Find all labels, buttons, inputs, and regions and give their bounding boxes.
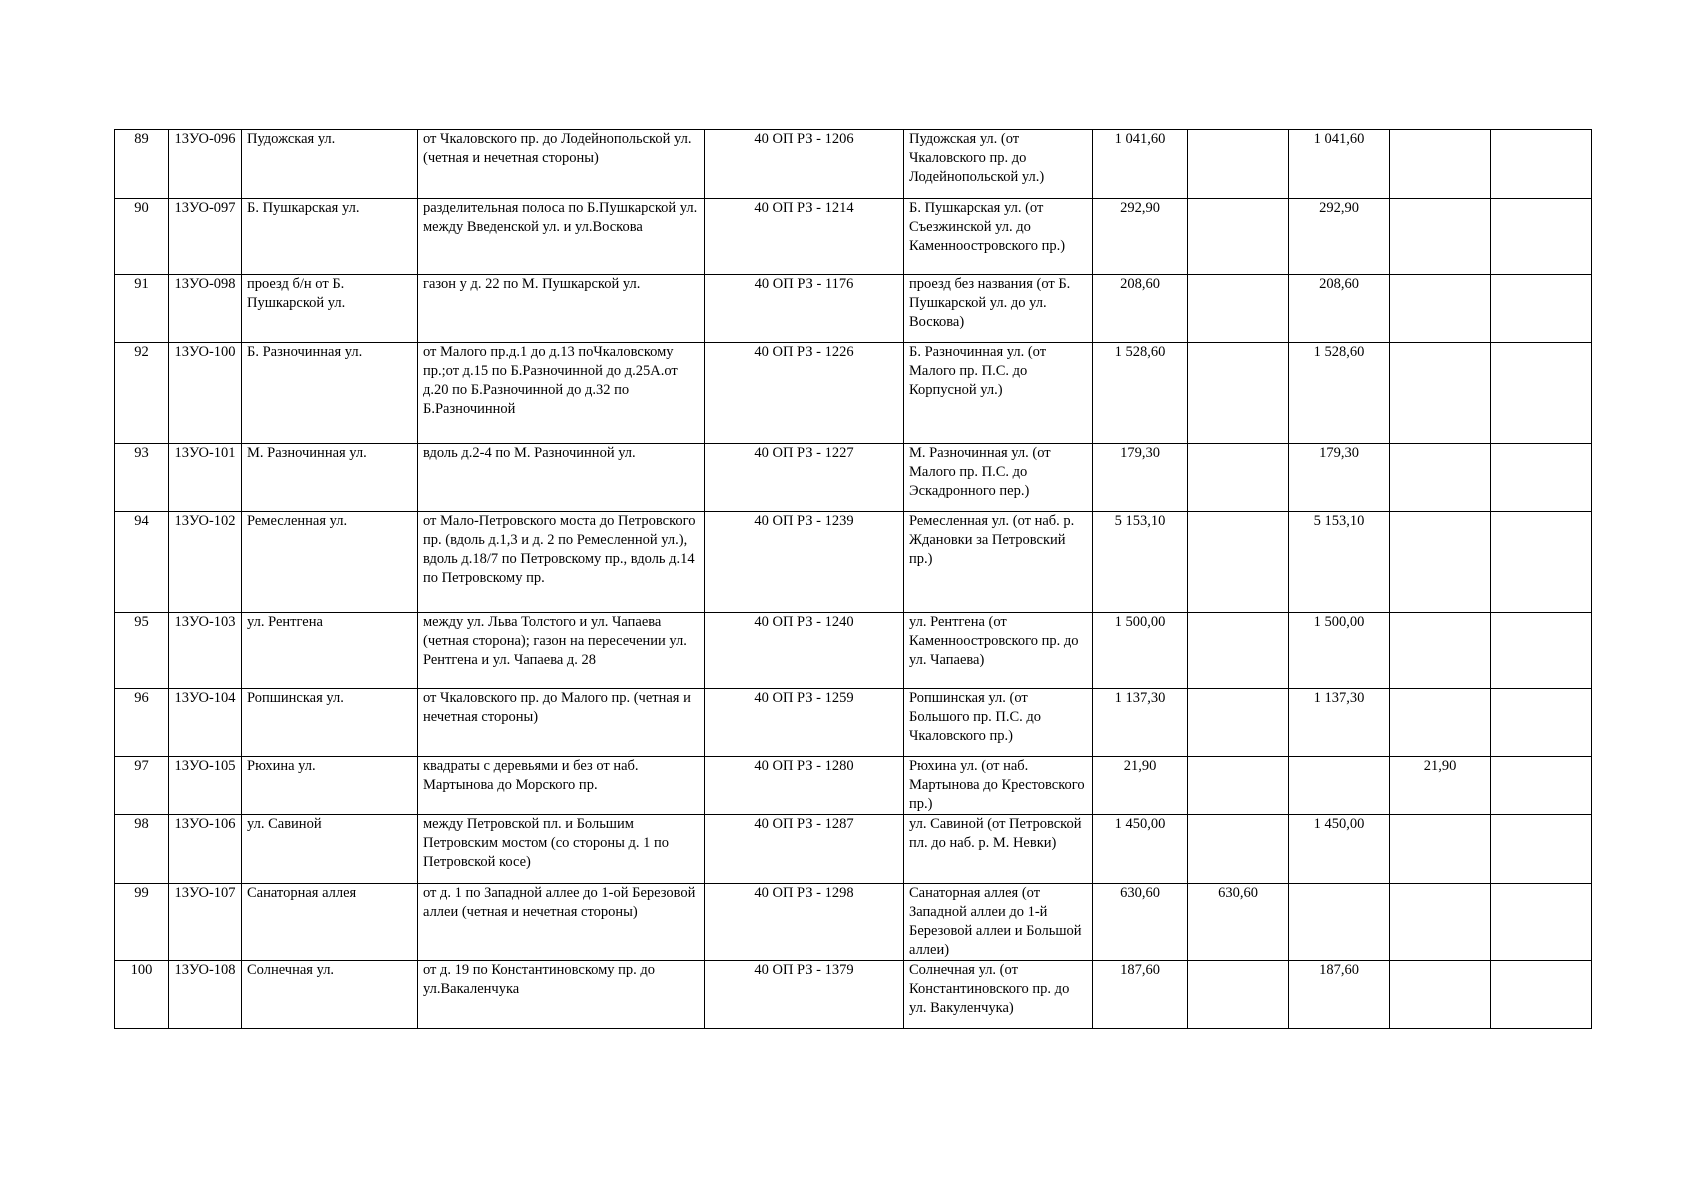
- record-code: 13УО-098: [169, 275, 242, 343]
- road-id: 40 ОП РЗ - 1226: [705, 343, 904, 444]
- area-col-b: 1 450,00: [1289, 815, 1390, 884]
- area-col-a: [1188, 757, 1289, 815]
- table-row: [115, 343, 1592, 444]
- road-name: Солнечная ул. (от Константиновского пр. до ул. Вакуленчука): [904, 961, 1093, 1029]
- road-name: проезд без названия (от Б. Пушкарской ул. до ул. Воскова): [904, 275, 1093, 343]
- area-col-c: 21,90: [1390, 757, 1491, 815]
- street-name: М. Разночинная ул.: [242, 444, 418, 512]
- record-code: 13УО-105: [169, 757, 242, 815]
- area-col-c: [1390, 343, 1491, 444]
- area-col-a: [1188, 199, 1289, 275]
- area-col-a: 630,60: [1188, 884, 1289, 961]
- area-col-a: [1188, 275, 1289, 343]
- area-col-c: [1390, 512, 1491, 613]
- road-id: 40 ОП РЗ - 1379: [705, 961, 904, 1029]
- area-col-b: 1 500,00: [1289, 613, 1390, 689]
- row-number: 94: [115, 512, 169, 613]
- row-number: 97: [115, 757, 169, 815]
- street-name: ул. Савиной: [242, 815, 418, 884]
- area-col-d: [1491, 199, 1592, 275]
- table-row: [115, 961, 1592, 1029]
- area-col-c: [1390, 884, 1491, 961]
- area-col-d: [1491, 275, 1592, 343]
- area-col-a: [1188, 444, 1289, 512]
- area-col-c: [1390, 613, 1491, 689]
- area-col-a: [1188, 961, 1289, 1029]
- street-name: Ропшинская ул.: [242, 689, 418, 757]
- area-col-d: [1491, 689, 1592, 757]
- row-number: 92: [115, 343, 169, 444]
- total-area: 630,60: [1093, 884, 1188, 961]
- table-row: [115, 757, 1592, 815]
- location-description: квадраты с деревьями и без от наб. Мартынова до Морского пр.: [418, 757, 705, 815]
- area-col-b: 208,60: [1289, 275, 1390, 343]
- street-name: Пудожская ул.: [242, 130, 418, 199]
- table-body: [115, 130, 1592, 1029]
- total-area: 179,30: [1093, 444, 1188, 512]
- area-col-c: [1390, 815, 1491, 884]
- location-description: от д. 1 по Западной аллее до 1-ой Березовой аллеи (четная и нечетная стороны): [418, 884, 705, 961]
- street-name: Рюхина ул.: [242, 757, 418, 815]
- total-area: 292,90: [1093, 199, 1188, 275]
- location-description: разделительная полоса по Б.Пушкарской ул. между Введенской ул. и ул.Воскова: [418, 199, 705, 275]
- table-row: [115, 815, 1592, 884]
- road-id: 40 ОП РЗ - 1259: [705, 689, 904, 757]
- road-id: 40 ОП РЗ - 1206: [705, 130, 904, 199]
- area-col-d: [1491, 815, 1592, 884]
- road-id: 40 ОП РЗ - 1280: [705, 757, 904, 815]
- street-name: Солнечная ул.: [242, 961, 418, 1029]
- road-id: 40 ОП РЗ - 1240: [705, 613, 904, 689]
- area-col-b: [1289, 757, 1390, 815]
- area-col-a: [1188, 512, 1289, 613]
- road-name: Б. Разночинная ул. (от Малого пр. П.С. до Корпусной ул.): [904, 343, 1093, 444]
- street-name: Б. Разночинная ул.: [242, 343, 418, 444]
- location-description: от Чкаловского пр. до Малого пр. (четная и нечетная стороны): [418, 689, 705, 757]
- street-name: Ремесленная ул.: [242, 512, 418, 613]
- area-col-b: 187,60: [1289, 961, 1390, 1029]
- road-name: Ремесленная ул. (от наб. р. Ждановки за Петровский пр.): [904, 512, 1093, 613]
- total-area: 21,90: [1093, 757, 1188, 815]
- record-code: 13УО-101: [169, 444, 242, 512]
- road-name: Пудожская ул. (от Чкаловского пр. до Лодейнопольской ул.): [904, 130, 1093, 199]
- area-col-a: [1188, 130, 1289, 199]
- area-col-c: [1390, 689, 1491, 757]
- table-row: [115, 444, 1592, 512]
- table-row: [115, 275, 1592, 343]
- total-area: 1 450,00: [1093, 815, 1188, 884]
- area-col-c: [1390, 275, 1491, 343]
- location-description: от Чкаловского пр. до Лодейнопольской ул. (четная и нечетная стороны): [418, 130, 705, 199]
- row-number: 99: [115, 884, 169, 961]
- table-row: [115, 512, 1592, 613]
- area-col-b: 1 528,60: [1289, 343, 1390, 444]
- area-col-c: [1390, 961, 1491, 1029]
- row-number: 90: [115, 199, 169, 275]
- street-name: проезд б/н от Б. Пушкарской ул.: [242, 275, 418, 343]
- area-col-d: [1491, 343, 1592, 444]
- location-description: между ул. Льва Толстого и ул. Чапаева (четная сторона); газон на пересечении ул. Рентгена и ул. Чапаева д. 28: [418, 613, 705, 689]
- area-col-d: [1491, 884, 1592, 961]
- location-description: от Малого пр.д.1 до д.13 поЧкаловскому пр.;от д.15 по Б.Разночинной до д.25А.от д.20 по Б.Разночинной до д.32 по Б.Разночинной: [418, 343, 705, 444]
- location-description: вдоль д.2-4 по М. Разночинной ул.: [418, 444, 705, 512]
- record-code: 13УО-102: [169, 512, 242, 613]
- road-id: 40 ОП РЗ - 1287: [705, 815, 904, 884]
- area-col-c: [1390, 130, 1491, 199]
- total-area: 1 041,60: [1093, 130, 1188, 199]
- area-col-d: [1491, 444, 1592, 512]
- streets-table: [114, 129, 1592, 1029]
- area-col-c: [1390, 444, 1491, 512]
- road-name: ул. Савиной (от Петровской пл. до наб. р. М. Невки): [904, 815, 1093, 884]
- total-area: 1 500,00: [1093, 613, 1188, 689]
- road-name: ул. Рентгена (от Каменноостровского пр. до ул. Чапаева): [904, 613, 1093, 689]
- road-id: 40 ОП РЗ - 1176: [705, 275, 904, 343]
- record-code: 13УО-108: [169, 961, 242, 1029]
- row-number: 100: [115, 961, 169, 1029]
- area-col-b: 1 137,30: [1289, 689, 1390, 757]
- area-col-d: [1491, 613, 1592, 689]
- area-col-d: [1491, 512, 1592, 613]
- row-number: 95: [115, 613, 169, 689]
- road-name: Ропшинская ул. (от Большого пр. П.С. до Чкаловского пр.): [904, 689, 1093, 757]
- record-code: 13УО-103: [169, 613, 242, 689]
- location-description: от д. 19 по Константиновскому пр. до ул.Вакаленчука: [418, 961, 705, 1029]
- area-col-a: [1188, 815, 1289, 884]
- road-id: 40 ОП РЗ - 1214: [705, 199, 904, 275]
- road-name: Санаторная аллея (от Западной аллеи до 1-й Березовой аллеи и Большой аллеи): [904, 884, 1093, 961]
- area-col-b: 1 041,60: [1289, 130, 1390, 199]
- location-description: между Петровской пл. и Большим Петровским мостом (со стороны д. 1 по Петровской косе): [418, 815, 705, 884]
- location-description: от Мало-Петровского моста до Петровского пр. (вдоль д.1,3 и д. 2 по Ремесленной ул.), вдоль д.18/7 по Петровскому пр., вдоль д.14 по Петровскому пр.: [418, 512, 705, 613]
- record-code: 13УО-097: [169, 199, 242, 275]
- street-name: Б. Пушкарская ул.: [242, 199, 418, 275]
- total-area: 208,60: [1093, 275, 1188, 343]
- road-id: 40 ОП РЗ - 1298: [705, 884, 904, 961]
- road-name: Б. Пушкарская ул. (от Съезжинской ул. до Каменноостровского пр.): [904, 199, 1093, 275]
- area-col-c: [1390, 199, 1491, 275]
- road-id: 40 ОП РЗ - 1239: [705, 512, 904, 613]
- area-col-d: [1491, 961, 1592, 1029]
- record-code: 13УО-096: [169, 130, 242, 199]
- area-col-b: 179,30: [1289, 444, 1390, 512]
- area-col-a: [1188, 343, 1289, 444]
- record-code: 13УО-106: [169, 815, 242, 884]
- total-area: 5 153,10: [1093, 512, 1188, 613]
- table-row: [115, 199, 1592, 275]
- total-area: 1 528,60: [1093, 343, 1188, 444]
- area-col-a: [1188, 613, 1289, 689]
- total-area: 187,60: [1093, 961, 1188, 1029]
- location-description: газон у д. 22 по М. Пушкарской ул.: [418, 275, 705, 343]
- road-name: Рюхина ул. (от наб. Мартынова до Крестовского пр.): [904, 757, 1093, 815]
- row-number: 93: [115, 444, 169, 512]
- row-number: 89: [115, 130, 169, 199]
- area-col-a: [1188, 689, 1289, 757]
- table-row: [115, 884, 1592, 961]
- row-number: 91: [115, 275, 169, 343]
- table-row: [115, 689, 1592, 757]
- area-col-b: 292,90: [1289, 199, 1390, 275]
- total-area: 1 137,30: [1093, 689, 1188, 757]
- street-name: ул. Рентгена: [242, 613, 418, 689]
- area-col-b: 5 153,10: [1289, 512, 1390, 613]
- row-number: 98: [115, 815, 169, 884]
- row-number: 96: [115, 689, 169, 757]
- table-row: [115, 130, 1592, 199]
- table-row: [115, 613, 1592, 689]
- street-name: Санаторная аллея: [242, 884, 418, 961]
- record-code: 13УО-100: [169, 343, 242, 444]
- area-col-b: [1289, 884, 1390, 961]
- area-col-d: [1491, 757, 1592, 815]
- area-col-d: [1491, 130, 1592, 199]
- record-code: 13УО-107: [169, 884, 242, 961]
- road-name: М. Разночинная ул. (от Малого пр. П.С. до Эскадронного пер.): [904, 444, 1093, 512]
- road-id: 40 ОП РЗ - 1227: [705, 444, 904, 512]
- record-code: 13УО-104: [169, 689, 242, 757]
